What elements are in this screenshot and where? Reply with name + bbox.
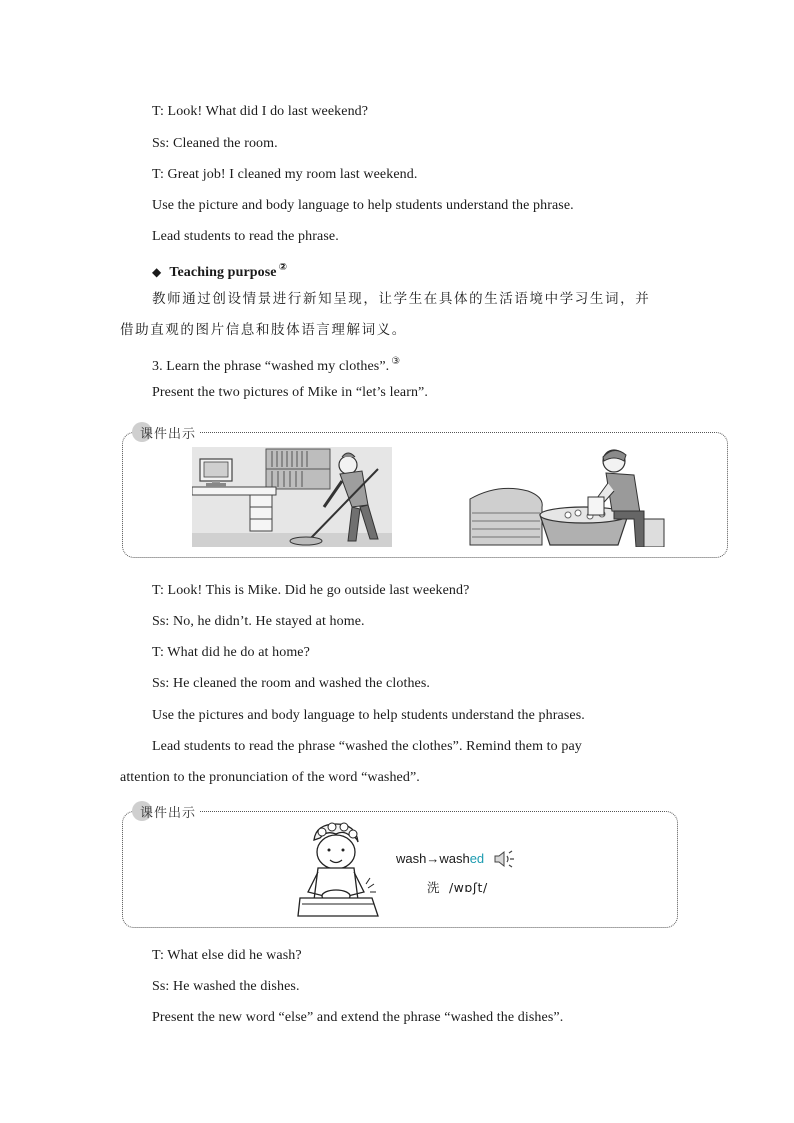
washing-dishes-illustration	[296, 822, 386, 920]
word-base: wash→wash	[396, 851, 470, 866]
phonetic-transcription: /wɒʃt/	[448, 880, 488, 895]
courseware-label-1: 课件出示	[134, 423, 200, 442]
dialogue-line-9: Ss: He washed the dishes.	[152, 979, 300, 994]
purpose-text-line-1: 教师通过创设情景进行新知呈现，让学生在具体的生活语境中学习生词，并	[152, 291, 651, 307]
purpose-text-line-2: 借助直观的图片信息和肢体语言理解词义。	[120, 322, 407, 338]
courseware-label-2: 课件出示	[134, 802, 200, 821]
step-3-text: 3. Learn the phrase “washed my clothes”.	[152, 359, 390, 374]
courseware-box-2	[122, 811, 678, 928]
dialogue-line-8: T: What else did he wash?	[152, 948, 302, 963]
chinese-meaning: 洗	[427, 880, 441, 895]
footnote-marker: ②	[278, 262, 288, 273]
dialogue-line-5: Ss: No, he didn’t. He stayed at home.	[152, 614, 365, 629]
word-suffix: ed	[469, 851, 485, 866]
word-meaning	[427, 878, 488, 896]
dialogue-line-2: Ss: Cleaned the room.	[152, 136, 278, 151]
dialogue-line-7: Ss: He cleaned the room and washed the clothes.	[152, 676, 431, 691]
instruction-line: Present the new word “else” and extend the phrase “washed the dishes”.	[152, 1010, 564, 1025]
speaker-icon[interactable]	[493, 849, 515, 869]
instruction-line: Lead students to read the phrase “washed the clothes”. Remind them to pay	[152, 739, 582, 754]
present-line: Present the two pictures of Mike in “let’s learn”.	[152, 385, 428, 400]
instruction-line: Use the picture and body language to help students understand the phrase.	[152, 198, 574, 213]
diamond-bullet-icon: ◆	[152, 265, 162, 279]
cleaning-room-illustration	[192, 447, 392, 547]
dialogue-line-4: T: Look! This is Mike. Did he go outside last weekend?	[152, 583, 470, 598]
step-3-heading	[152, 352, 400, 377]
teaching-purpose-heading	[152, 258, 287, 283]
word-change-line	[396, 851, 484, 866]
washing-clothes-illustration	[468, 447, 668, 547]
footnote-marker: ③	[391, 356, 401, 367]
instruction-line: Use the pictures and body language to help students understand the phrases.	[152, 708, 585, 723]
dialogue-line-6: T: What did he do at home?	[152, 645, 310, 660]
teaching-purpose-title: Teaching purpose	[169, 265, 277, 280]
dialogue-line-3: T: Great job! I cleaned my room last weekend.	[152, 167, 418, 182]
dialogue-line-1: T: Look! What did I do last weekend?	[152, 104, 369, 119]
instruction-line-continued: attention to the pronunciation of the word “washed”.	[120, 770, 420, 785]
instruction-line: Lead students to read the phrase.	[152, 229, 339, 244]
